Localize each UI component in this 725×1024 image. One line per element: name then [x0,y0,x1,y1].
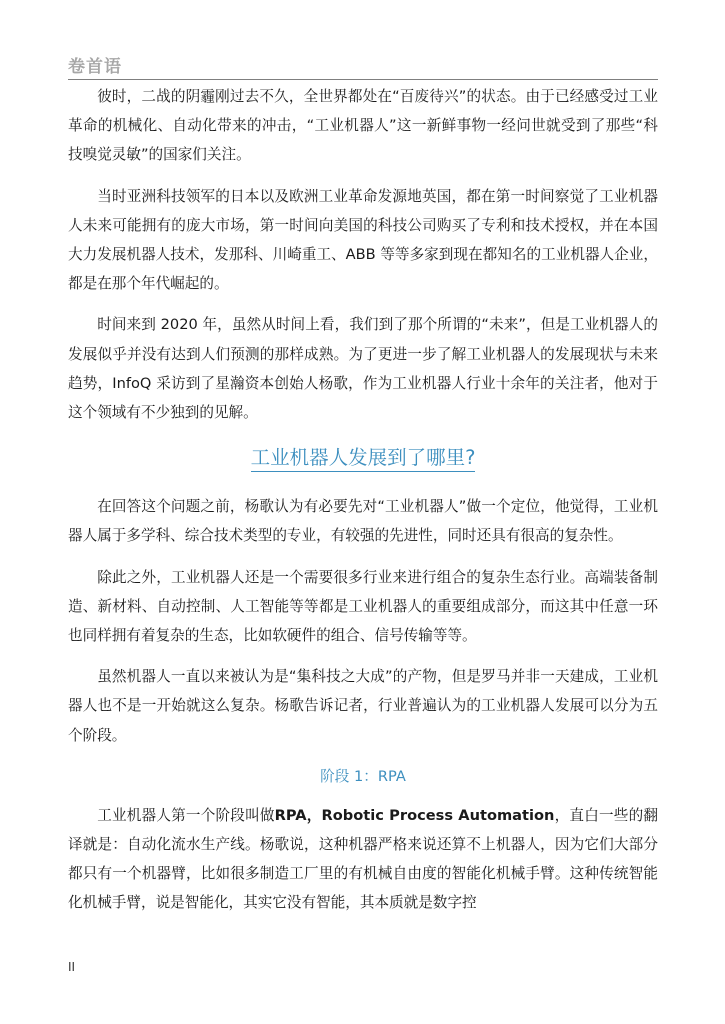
section-label: 卷首语 [68,57,122,77]
stage-heading: 阶段 1：RPA [320,767,406,785]
paragraph: 虽然机器人一直以来被认为是“集科技之大成”的产物，但是罗马并非一天建成，工业机器人也不是一开始就这么复杂。杨歌告诉记者，行业普遍认为的工业机器人发展可以分为五个阶段。 [68,668,658,744]
term-full-name: Robotic Process Automation [321,806,555,824]
stage-paragraph-lead: 工业机器人第一个阶段叫做 [97,806,275,824]
term-abbreviation: RPA [274,806,307,824]
section-heading: 工业机器人发展到了哪里? [251,446,476,472]
stage-paragraph [68,801,658,918]
paragraph: 在回答这个问题之前，杨歌认为有必要先对“工业机器人”做一个定位，他觉得，工业机器人属于多学科、综合技术类型的专业，有较强的先进性，同时还具有很高的复杂性。 [68,498,658,545]
term-separator: ， [306,806,322,824]
paragraph: 彼时，二战的阴霾刚过去不久，全世界都处在“百废待兴”的状态。由于已经感受过工业革命的机械化、自动化带来的冲击，“工业机器人”这一新鲜事物一经问世就受到了那些“科技嗅觉灵敏”的国家们关注。 [68,88,658,164]
header-divider [68,79,658,80]
paragraph: 当时亚洲科技领军的日本以及欧洲工业革命发源地英国，都在第一时间察觉了工业机器人未来可能拥有的庞大市场，第一时间向美国的科技公司购买了专利和技术授权，并在本国大力发展机器人技术，发那科、川崎重工、ABB 等等多家到现在都知名的工业机器人企业，都是在那个年代崛起的。 [68,187,658,293]
article-body [68,82,658,918]
stage-paragraph-rest: ，直白一些的翻译就是：自动化流水生产线。杨歌说，这种机器严格来说还算不上机器人，因为它们大部分都只有一个机器臂，比如很多制造工厂里的有机械自由度的智能化机械手臂。这种传统智能化机械手臂，说是智能化，其实它没有智能，其本质就是数字控 [68,806,658,912]
paragraph: 时间来到 2020 年，虽然从时间上看，我们到了那个所谓的“未来”，但是工业机器人的发展似乎并没有达到人们预测的那样成熟。为了更进一步了解工业机器人的发展现状与未来趋势，InfoQ 采访到了星瀚资本创始人杨歌，作为工业机器人行业十余年的关注者，他对于这个领域有不少独到的见解。 [68,316,658,422]
section-heading-block [68,443,658,474]
page-number: II [68,960,76,974]
paragraph: 除此之外，工业机器人还是一个需要很多行业来进行组合的复杂生态行业。高端装备制造、新材料、自动控制、人工智能等等都是工业机器人的重要组成部分，而这其中任意一环也同样拥有着复杂的生态，比如软硬件的组合、信号传输等等。 [68,568,658,645]
